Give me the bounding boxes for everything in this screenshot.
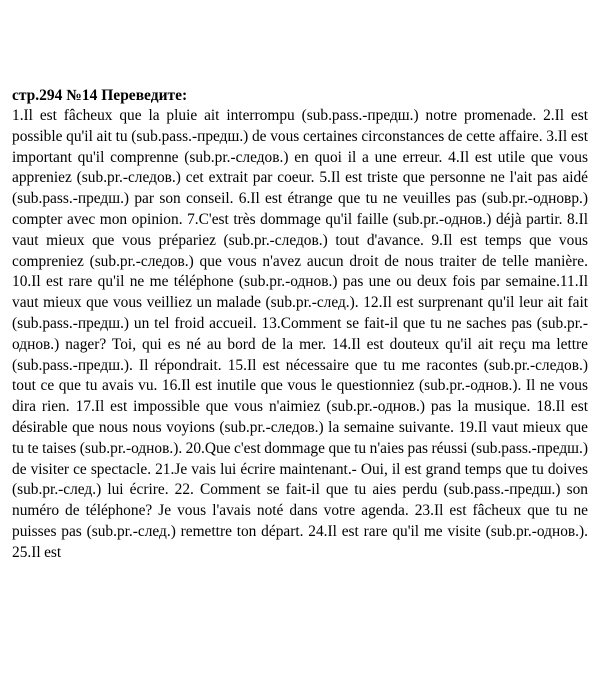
exercise-heading: стр.294 №14 Переведите: (12, 87, 188, 104)
page-bottom-blank (0, 620, 600, 700)
exercise-text: 1.Il est fâcheux que la pluie ait interrompu (sub.pass.-предш.) notre promenade. 2.Il est possible qu'il ait tu (sub.pass.-предш.) de vous certaines circonstances de cette affaire. 3.Il est important qu'il comprenne (sub.pr.-следов.) en quoi il a une erreur. 4.Il est utile que vous appreniez (sub.pr.-следов.) cet extrait par coeur. 5.Il est triste que personne ne l'ait pas aidé (sub.pass.-предш.) par son conseil. 6.Il est étrange que tu ne veuilles pas (sub.pr.-одновр.) compter avec mon opinion. 7.C'est très dommage qu'il faille (sub.pr.-однов.) déjà partir. 8.Il vaut mieux que vous prépariez (sub.pr.-следов.) tout d'avance. 9.Il est temps que vous compreniez (sub.pr.-следов.) que vous n'avez aucun droit de nous traiter de telle manière. 10.Il est rare qu'il ne me téléphone (sub.pr.-однов.) pas une ou deux fois par semaine.11.Il vaut mieux que vous veilliez un malade (sub.pr.-след.). 12.Il est surprenant qu'il leur ait fait (sub.pass.-предш.) un tel froid accueil. 13.Comment se fait-il que tu ne saches pas (sub.pr.-однов.) nager? Toi, qui es né au bord de la mer. 14.Il est douteux qu'il ait reçu ma lettre (sub.pass.-предш.). Il répondrait. 15.Il est nécessaire que tu me racontes (sub.pr.-следов.) tout ce que tu avais vu. 16.Il est inutile que vous le questionniez (sub.pr.-однов.). Il ne vous dira rien. 17.Il est impossible que vous n'aimiez (sub.pr.-однов.) pas la musique. 18.Il est désirable que nous nous voyions (sub.pr.-следов.) la semaine suivante. 19.Il vaut mieux que tu te taises (sub.pr.-однов.). 20.Que c'est dommage que tu n'aies pas réussi (sub.pass.-предш.) de visiter ce spectacle. 21.Je vais lui écrire maintenant.- Oui, il est grand temps que tu doives (sub.pr.-след.) lui écrire. 22. Comment se fait-il que tu aies perdu (sub.pass.-предш.) son numéro de téléphone? Je vous l'avais noté dans votre agenda. 23.Il est fâcheux que tu ne puisses pas (sub.pr.-след.) remettre ton départ. 24.Il est rare qu'il me visite (sub.pr.-однов.). 25.Il est (12, 107, 588, 561)
